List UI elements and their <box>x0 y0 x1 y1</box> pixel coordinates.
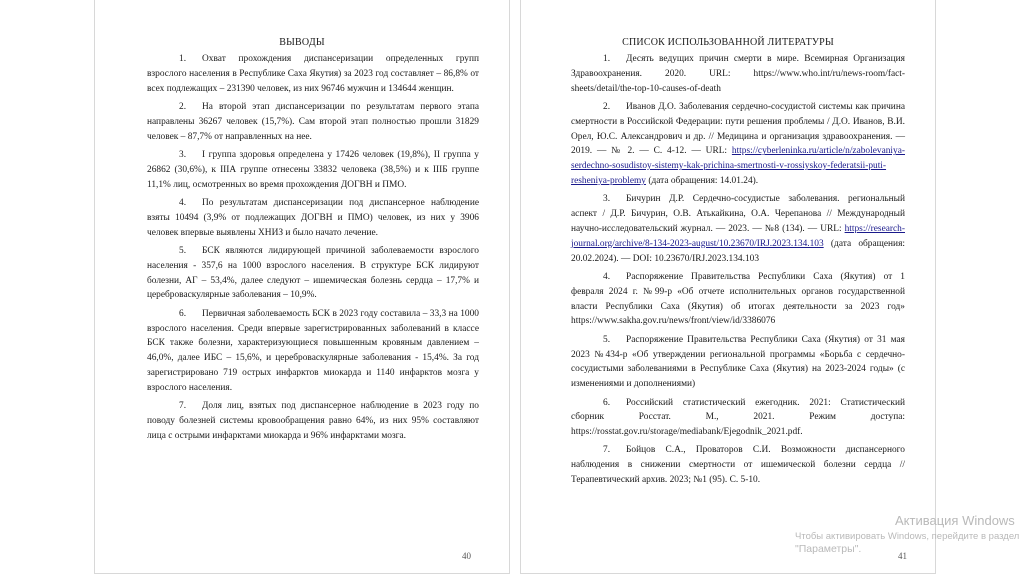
reference-item <box>571 192 905 266</box>
conclusion-item-number: 5. <box>179 245 187 256</box>
reference-item-text: Распоряжение Правительства Республики Саха (Якутия) от 31 мая 2023 №434-р «Об утверждении региональной программы «Борьба с сердечно-сосудистыми заболеваниями в Республике Саха (Якутия) на 2023-2024 годы» (с изменениями и дополнениями) <box>571 334 905 390</box>
conclusion-item-text: I группа здоровья определена у 17426 человек (19,8%), II группа у 26862 (30,6%), к IIIА группе отнесены 33832 человека (38,5%) и к IIIБ группе 11,1% лиц, осмотренных во время прохождения ДОГВН и ПМО. <box>147 149 479 190</box>
conclusion-item-text: БСК являются лидирующей причиной заболеваемости взрослого населения - 357,6 на 1000 взрослого населения. В структуре БСК лидируют болезни, АГ – 53,4%, далее следуют – ишемическая болезнь сердца – 17,7% и цереброваскулярные заболевания – 10,9%. <box>147 245 479 301</box>
conclusion-item-number: 1. <box>179 54 187 64</box>
reference-item-number: 4. <box>603 271 611 282</box>
conclusion-item-number: 3. <box>179 149 187 160</box>
reference-item-number: 2. <box>603 101 611 112</box>
conclusion-item <box>147 100 479 144</box>
conclusion-item-text: Первичная заболеваемость БСК в 2023 году составила – 33,3 на 1000 взрослого населения. Среди впервые зарегистрированных заболеваний в классе БСК также болезни, характеризующиеся повышенным кровяным давлением – 46,0%, далее ИБС – 15,6%, и цереброваскулярные заболевания - 15,4%. За год зарегистрировано 719 острых инфарктов миокарда и 1140 инфарктов мозга у взрослого населения. <box>147 308 479 393</box>
reference-item-number: 6. <box>603 397 611 408</box>
reference-item <box>571 100 905 189</box>
reference-item-link[interactable]: https://research-journal.org/archive/8-134-2023-august/10.23670/IRJ.2023.134.103 <box>571 223 905 249</box>
conclusion-item <box>147 148 479 192</box>
conclusion-item-number: 2. <box>179 101 187 112</box>
conclusion-item-text: На второй этап диспансеризации по результатам первого этапа направлены 36267 человек (15,7%). Сам второй этап полностью прошли 31829 человек – 87,7% от направленных на нее. <box>147 101 479 142</box>
reference-item-text: Десять ведущих причин смерти в мире. Всемирная Организация Здравоохранения. 2020. URL: https://www.who.int/ru/news-room/fact-sheets/detail/the-top-10-causes-of-death <box>571 54 905 94</box>
watermark-line-3: "Параметры". <box>795 543 862 555</box>
page-number-right: 41 <box>898 551 907 561</box>
watermark-line-2: Чтобы активировать Windows, перейдите в раздел <box>795 531 1020 542</box>
right-page <box>520 0 936 574</box>
reference-item <box>571 270 905 329</box>
conclusion-item <box>147 399 479 443</box>
reference-item-number: 3. <box>603 194 611 205</box>
reference-item-suffix: (дата обращения: 14.01.24). <box>645 175 759 186</box>
conclusion-item-text: По результатам диспансеризации под диспансерное наблюдение взяты 10494 (3,9% от подлежащих ДОГВН и ПМО) человек, из них у 3906 человек впервые выявлены ХНИЗ и было начато лечение. <box>147 197 479 238</box>
left-page <box>94 0 510 574</box>
conclusion-item <box>147 244 479 303</box>
conclusions-title: ВЫВОДЫ <box>279 37 325 48</box>
reference-item-number: 1. <box>603 54 611 64</box>
conclusion-item-number: 6. <box>179 308 187 319</box>
reference-item <box>571 443 905 487</box>
conclusion-item <box>147 52 479 96</box>
conclusion-item-number: 4. <box>179 197 187 208</box>
conclusion-item-text: Охват прохождения диспансеризации определенных групп взрослого населения в Республике Саха Якутия) за 2023 год составляет – 86,8% от всех подлежащих – 231390 человек, из них 96746 мужчин и 134644 женщин. <box>147 54 479 94</box>
reference-item-text: Бойцов С.А., Проваторов С.И. Возможности диспансерного наблюдения в снижении смертности от ишемической болезни сердца // Терапевтический архив. 2023; №1 (95). С. 5-10. <box>571 445 905 486</box>
reference-item <box>571 333 905 392</box>
conclusion-item-number: 7. <box>179 401 187 412</box>
reference-item <box>571 396 905 440</box>
reference-item-suffix: (дата обращения: 20.02.2024). — DOI: 10.23670/IRJ.2023.134.103 <box>571 238 905 264</box>
watermark-line-1: Активация Windows <box>895 513 1015 528</box>
reference-item-text: Иванов Д.О. Заболевания сердечно-сосудистой системы как причина смертности в Российской Федерации: пути решения проблемы / Д.О. Иванов, В.И. Орел, Ю.С. Александрович и др. // Медицина и организация здравоохранения. — 2019. — № 2. — С. 4-12. — URL: <box>571 101 905 157</box>
page-number-left: 40 <box>462 551 471 561</box>
reference-item-number: 5. <box>603 334 611 345</box>
reference-item-number: 7. <box>603 445 611 456</box>
conclusions-list <box>147 52 479 447</box>
reference-item-text: Бичурин Д.Р. Сердечно-сосудистые заболевания. региональный аспект / Д.Р. Бичурин, О.В. Атькайкина, О.А. Черепанова // Международный научно-исследовательский журнал. — 2023. — №8 (134). — URL: <box>571 194 905 234</box>
references-list <box>571 52 905 491</box>
conclusion-item <box>147 196 479 240</box>
references-title: СПИСОК ИСПОЛЬЗОВАННОЙ ЛИТЕРАТУРЫ <box>622 37 834 48</box>
conclusion-item-text: Доля лиц, взятых под диспансерное наблюдение в 2023 году по поводу болезней системы кровообращения равно 64%, из них 95% составляют лица с острыми инфарктами миокарда и 96% инфарктами мозга. <box>147 401 479 441</box>
reference-item-text: Российский статистический ежегодник. 2021: Статистический сборник Росстат. М., 2021. Режим доступа: https://rosstat.gov.ru/storage/mediabank/Ejegodnik_2021.pdf. <box>571 397 905 438</box>
conclusion-item <box>147 307 479 396</box>
reference-item-link[interactable]: https://cyberleninka.ru/article/n/zabolevaniya-serdechno-sosudistoy-sistemy-kak-prichina-smertnosti-v-rossiyskoy-federatsii-puti-resheniya-problemy <box>571 146 905 186</box>
reference-item-text: Распоряжение Правительства Республики Саха (Якутия) от 1 февраля 2024 г. №99-р «Об отчете исполнительных органов государственной власти Республики Саха (Якутия) об итогах деятельности за 2023 год» https://www.sakha.gov.ru/news/front/view/id/3386076 <box>571 271 905 327</box>
reference-item <box>571 52 905 96</box>
